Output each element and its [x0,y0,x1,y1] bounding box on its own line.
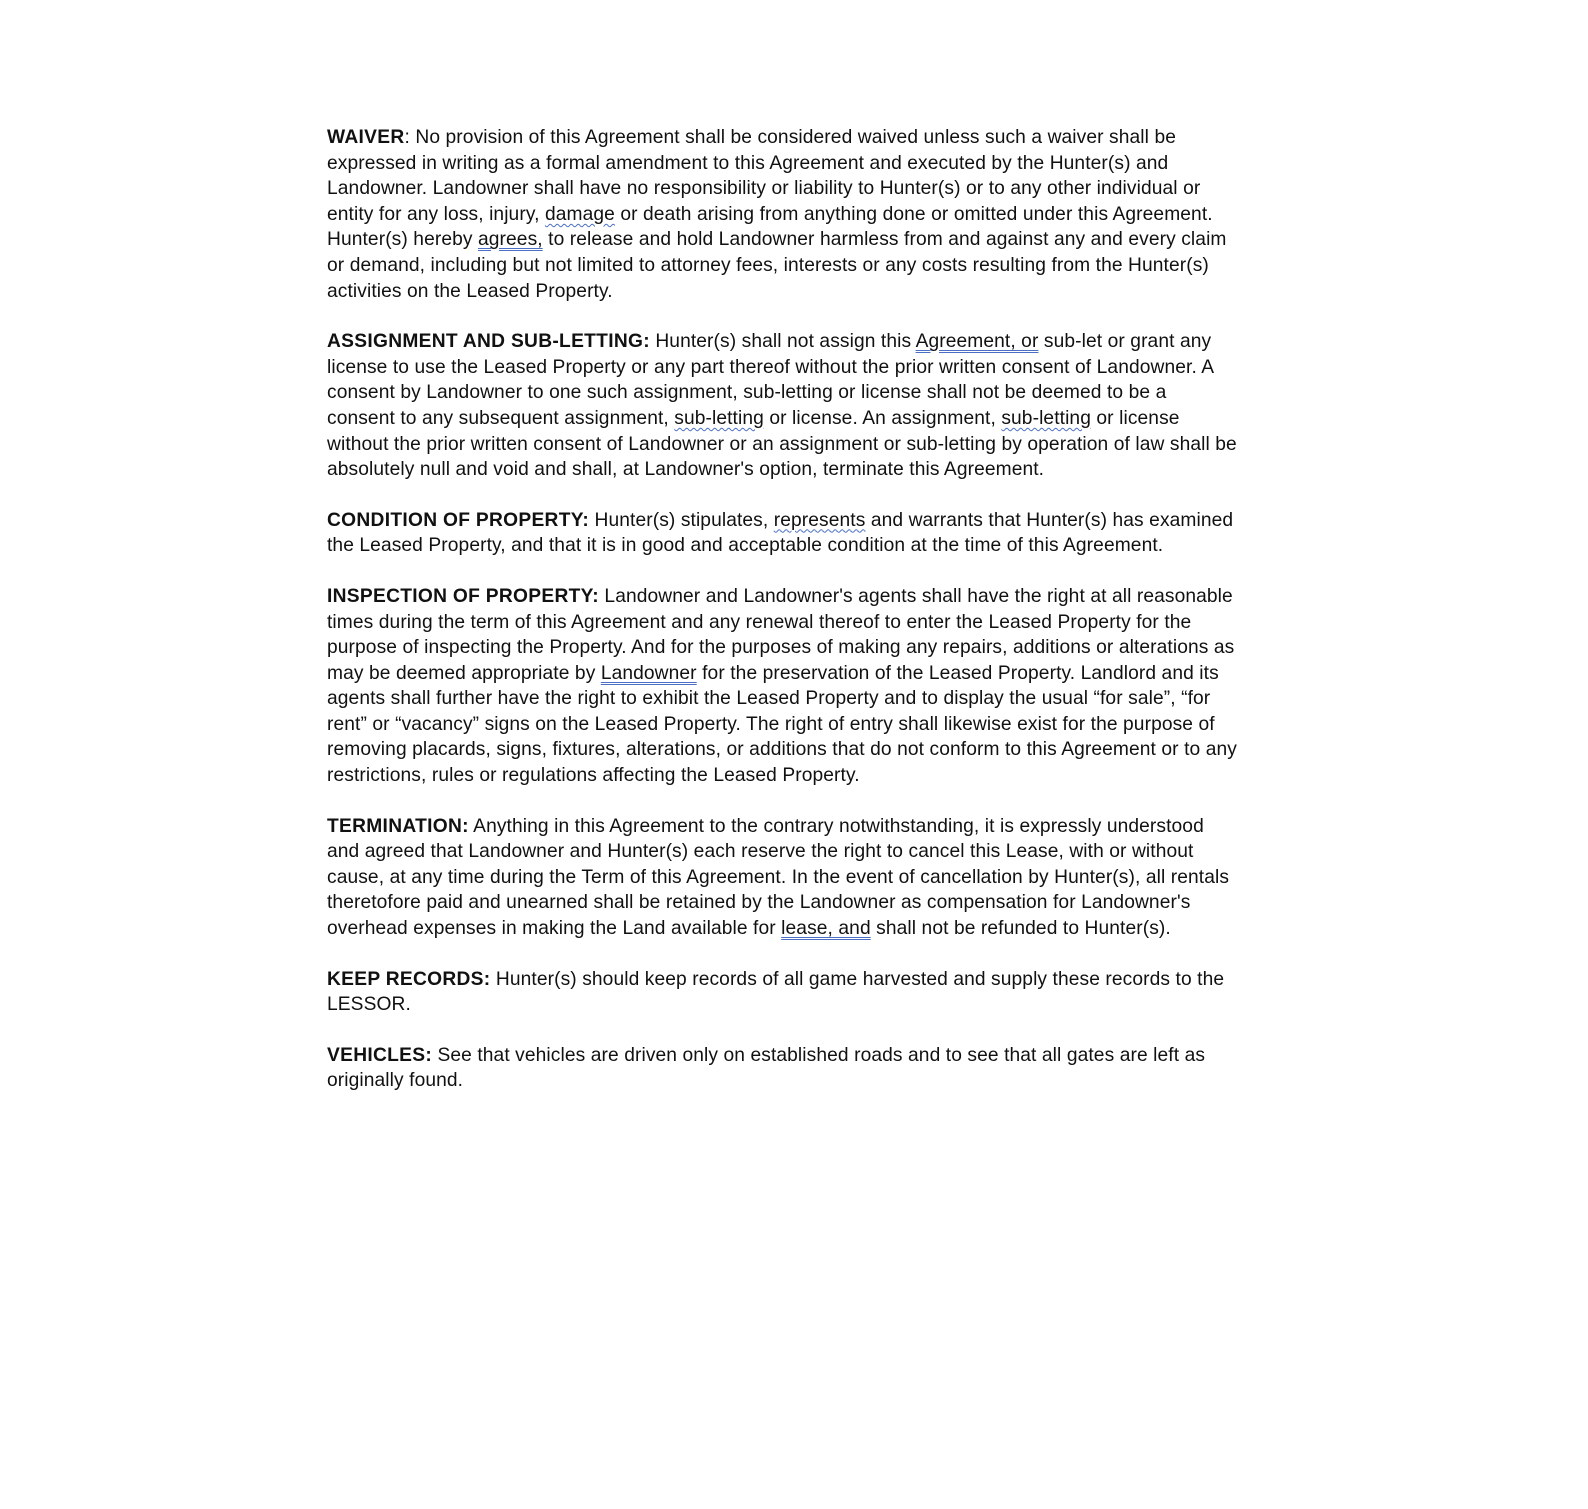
clause-keep-records [327,967,1237,1018]
clause-heading: INSPECTION OF PROPERTY: [327,585,599,607]
clause-text: or license. An assignment, [763,407,1002,429]
clause-condition [327,508,1237,559]
spelling-mark[interactable]: sub-letting [674,407,764,429]
clause-heading: TERMINATION: [327,815,469,837]
clause-text: Hunter(s) should keep records of all game harvested and supply these records to the LESSOR. [327,968,1225,1016]
grammar-mark[interactable]: Landowner [600,662,697,684]
spelling-mark[interactable]: represents [773,509,866,531]
clause-text: Anything in this Agreement to the contrary notwithstanding, it is expressly understood and agreed that Landowner and Hunter(s) each reserve the right to cancel this Lease, with or without cause, at any time during the Term of this Agreement. In the event of cancellation by Hunter(s), all rentals theretofore paid and unearned shall be retained by the Landowner as compensation for Landowner's overhead expenses in making the Land available for [327,815,1230,940]
clause-text: or death arising from anything done or omitted under this Agreement. Hunter(s) hereby [327,203,1213,251]
grammar-mark[interactable]: agrees, [478,229,543,251]
clause-text: sub-let or grant any license to use the Leased Property or any part thereof without the prior written consent of Landowner. A consent by Landowner to one such assignment, sub-letting or license shall not be deemed to be a consent to any subsequent assignment, [327,331,1214,429]
grammar-mark[interactable]: Agreement, or [915,331,1039,353]
grammar-mark[interactable]: lease, and [781,918,871,940]
clause-text: See that vehicles are driven only on established roads and to see that all gates are left as originally found. [327,1044,1206,1092]
clause-text: Hunter(s) shall not assign this [649,331,916,353]
clause-heading: KEEP RECORDS: [327,968,491,990]
clause-heading: ASSIGNMENT AND SUB-LETTING: [327,331,650,353]
clause-text: and warrants that Hunter(s) has examined the Leased Property, and that it is in good and acceptable condition at the time of this Agreement. [327,509,1234,557]
clause-text: No provision of this Agreement shall be considered waived unless such a waiver shall be expressed in writing as a formal amendment to this Agreement and executed by the Hunter(s) and Landowner. Landowner shall have no responsibility or liability to Hunter(s) or to any other individual or entity for any loss, injury, [327,127,1201,225]
clause-heading: CONDITION OF PROPERTY: [327,509,590,531]
clause-text: Landowner and Landowner's agents shall have the right at all reasonable times during the term of this Agreement and any renewal thereof to enter the Leased Property for the purpose of inspecting the Property. And for the purposes of making any repairs, additions or alterations as may be deemed appropriate by [327,585,1235,684]
clause-text: to release and hold Landowner harmless from and against any and every claim or demand, including but not limited to attorney fees, interests or any costs resulting from the Hunter(s) activities on the Leased Property. [327,229,1227,302]
clause-heading: VEHICLES: [327,1044,433,1066]
clause-text: for the preservation of the Leased Property. Landlord and its agents shall further have the right to exhibit the Leased Property and to display the usual “for sale”, “for rent” or “vacancy” signs on the Leased Property. The right of entry shall likewise exist for the purpose of removing placards, signs, fixtures, alterations, or additions that do not conform to this Agreement or to any restrictions, rules or regulations affecting the Leased Property. [327,662,1237,787]
clause-heading: WAIVER [327,127,405,148]
clause-text: or license without the prior written consent of Landowner or an assignment or sub-letting by operation of law shall be absolutely null and void and shall, at Landowner's option, terminate this Agreement. [327,407,1237,481]
spelling-mark[interactable]: sub-letting [1001,407,1091,429]
clause-termination [327,814,1237,942]
clause-vehicles [327,1043,1237,1094]
clause-assignment [327,329,1237,483]
clause-text: shall not be refunded to Hunter(s). [870,918,1171,940]
clause-inspection [327,584,1237,789]
document-body [327,125,1237,1119]
clause-waiver: WAIVER: No provision of this Agreement shall be considered waived unless such a waiver shall be expressed in writing as a formal amendment to this Agreement and executed by the Hunter(s) and Landowner. Landowner shall have no responsibility or liability to Hunter(s) or to any other individual or entity for any loss, injury, damage or death arising from anything done or omitted under this Agreement. Hunter(s) hereby agrees, to release and hold Landowner harmless from and against any and every claim or demand, including but not limited to attorney fees, interests or any costs resulting from the Hunter(s) activities on the Leased Property. [327,127,1227,302]
spelling-mark[interactable]: damage [544,203,615,225]
clause-text: Hunter(s) stipulates, [589,509,774,531]
